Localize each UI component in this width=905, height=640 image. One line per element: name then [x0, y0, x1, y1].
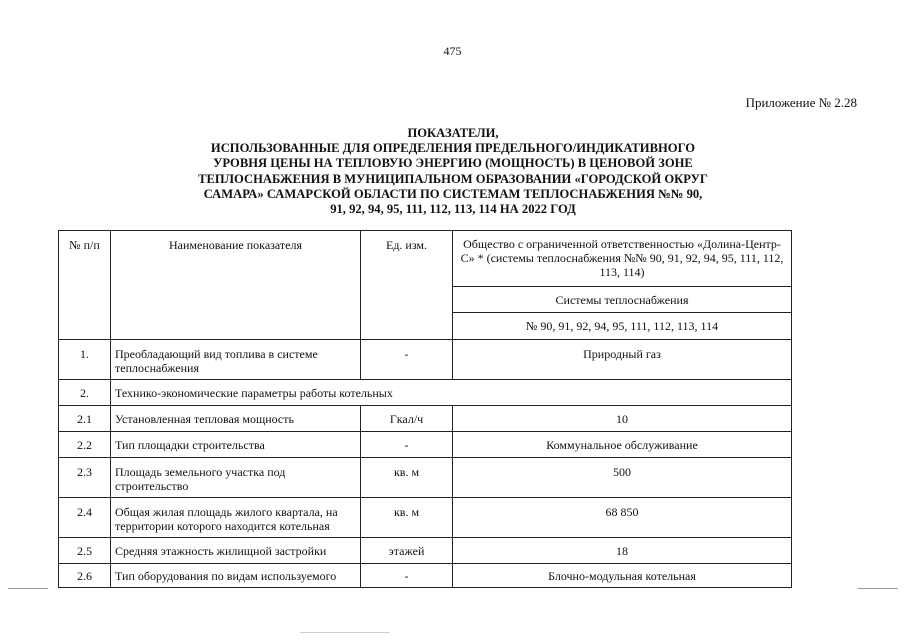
row-name: Общая жилая площадь жилого квартала, на территории которого находится котельная: [111, 498, 361, 538]
table-row: [59, 538, 792, 564]
row-unit: кв. м: [361, 498, 453, 538]
table-header-row: [59, 231, 792, 287]
row-name: Установленная тепловая мощность: [111, 406, 361, 432]
table-row: [59, 498, 792, 538]
row-num: 2.5: [59, 538, 111, 564]
row-value: 68 850: [453, 498, 792, 538]
title-line: ПОКАЗАТЕЛИ,: [407, 126, 499, 140]
row-num: 2.1: [59, 406, 111, 432]
header-systems-label: Системы теплоснабжения: [453, 287, 792, 313]
row-unit: -: [361, 564, 453, 588]
row-num: 2.2: [59, 432, 111, 458]
row-name: Преобладающий вид топлива в системе теплоснабжения: [111, 340, 361, 380]
header-systems-list: № 90, 91, 92, 94, 95, 111, 112, 113, 114: [453, 313, 792, 340]
row-value: Природный газ: [453, 340, 792, 380]
title-line: УРОВНЯ ЦЕНЫ НА ТЕПЛОВУЮ ЭНЕРГИЮ (МОЩНОСТЬ) В ЦЕНОВОЙ ЗОНЕ: [213, 156, 693, 171]
scan-artifact: [858, 588, 898, 589]
row-unit: кв. м: [361, 458, 453, 498]
page-number: 475: [443, 44, 462, 58]
row-name: Тип площадки строительства: [111, 432, 361, 458]
row-name: Средняя этажность жилищной застройки: [111, 538, 361, 564]
row-num: 2.6: [59, 564, 111, 588]
table-row: [59, 340, 792, 380]
row-unit: этажей: [361, 538, 453, 564]
row-unit: Гкал/ч: [361, 406, 453, 432]
table-row: [59, 406, 792, 432]
row-num: 2.3: [59, 458, 111, 498]
row-unit: -: [361, 432, 453, 458]
title-line: 91, 92, 94, 95, 111, 112, 113, 114 НА 2022 ГОД: [330, 202, 576, 217]
row-num: 1.: [59, 340, 111, 380]
header-unit: Ед. изм.: [361, 231, 453, 340]
indicators-table: [58, 230, 792, 588]
title-line: САМАРА» САМАРСКОЙ ОБЛАСТИ ПО СИСТЕМАМ ТЕПЛОСНАБЖЕНИЯ №№ 90,: [203, 186, 703, 201]
row-value: 10: [453, 406, 792, 432]
row-num: 2.4: [59, 498, 111, 538]
header-name: Наименование показателя: [111, 231, 361, 340]
table-row: [59, 564, 792, 588]
document-title: [150, 126, 756, 217]
title-line: ИСПОЛЬЗОВАННЫЕ ДЛЯ ОПРЕДЕЛЕНИЯ ПРЕДЕЛЬНОГО/ИНДИКАТИВНОГО: [210, 141, 696, 156]
scan-artifact: [300, 632, 390, 633]
row-value: Блочно-модульная котельная: [453, 564, 792, 588]
header-organization: Общество с ограниченной ответственностью «Долина-Центр-С» * (системы теплоснабжения №№ 90, 91, 92, 94, 95, 111, 112, 113, 114): [453, 231, 792, 287]
row-unit: -: [361, 340, 453, 380]
scan-artifact: [8, 588, 48, 589]
table-row: [59, 458, 792, 498]
row-name: Тип оборудования по видам используемого: [111, 564, 361, 588]
table-row: [59, 432, 792, 458]
table-row: [59, 380, 792, 406]
row-value: 500: [453, 458, 792, 498]
header-num: № п/п: [59, 231, 111, 340]
appendix-label: Приложение № 2.28: [745, 95, 857, 110]
row-num: 2.: [59, 380, 111, 406]
row-name: Площадь земельного участка под строительство: [111, 458, 361, 498]
row-section-name: Технико-экономические параметры работы котельных: [111, 380, 792, 406]
row-value: 18: [453, 538, 792, 564]
title-line: ТЕПЛОСНАБЖЕНИЯ В МУНИЦИПАЛЬНОМ ОБРАЗОВАНИИ «ГОРОДСКОЙ ОКРУГ: [198, 171, 708, 186]
row-value: Коммунальное обслуживание: [453, 432, 792, 458]
